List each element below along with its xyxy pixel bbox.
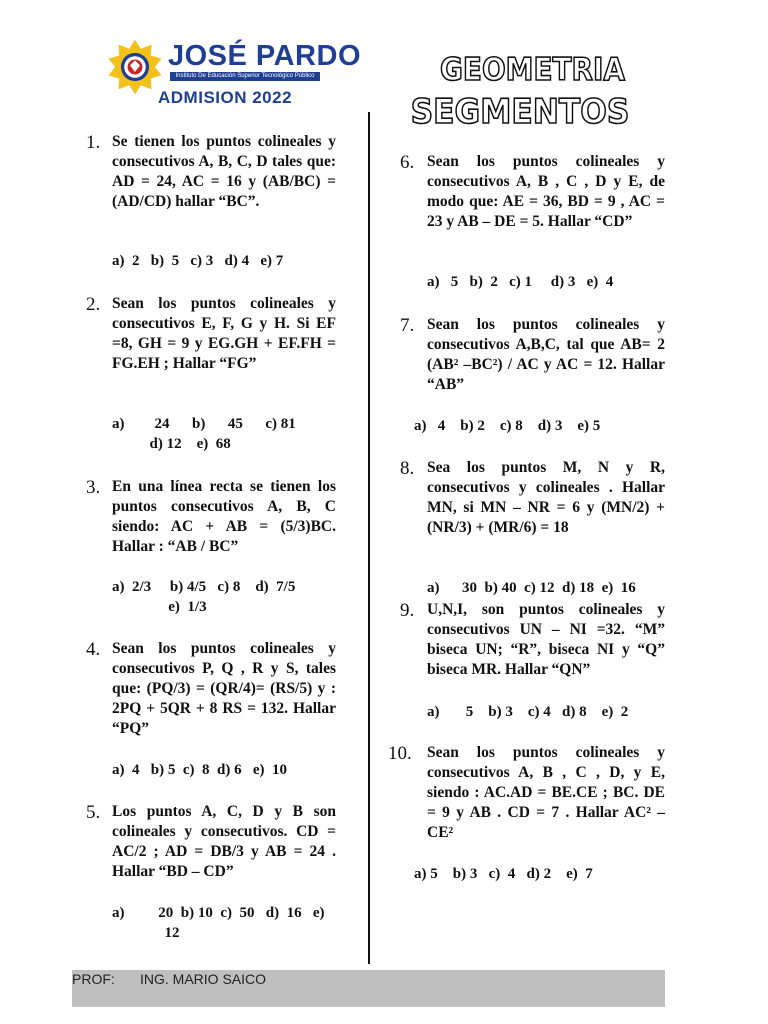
admision-label: ADMISION 2022	[158, 88, 293, 107]
question-text: Sean los puntos colineales y consecutivos A, B , C , D y E, de modo que: AE = 36, BD = 9 , AC = 23 y AB – DE = 5. Hallar “CD”	[427, 153, 665, 230]
question-options: a) 4 b) 5 c) 8 d) 6 e) 10	[112, 762, 287, 778]
question-options: a) 20 b) 10 c) 50 d) 16 e) 12	[112, 905, 325, 941]
question-number: 2.	[86, 294, 101, 315]
gear-sun-emblem-icon	[106, 38, 164, 96]
column-divider	[368, 112, 370, 964]
question-options: a) 24 b) 45 c) 81 d) 12 e) 68	[112, 416, 296, 452]
logo-title: JOSÉ PARDO	[168, 40, 362, 72]
question-text: Se tienen los puntos colineales y consecutivos A, B, C, D tales que: AD = 24, AC = 16 y (AB/BC) = (AD/CD) hallar “BC”.	[112, 133, 336, 210]
question-number: 7.	[400, 315, 415, 336]
question-number: 6.	[400, 152, 415, 173]
question-options: a) 5 b) 2 c) 1 d) 3 e) 4	[427, 274, 614, 290]
question-text: En una línea recta se tienen los puntos consecutivos A, B, C siendo: AC + AB = (5/3)BC. Hallar : “AB / BC”	[112, 478, 336, 555]
question-number: 3.	[86, 477, 101, 498]
question-text: Sean los puntos colineales y consecutivos A, B , C , D, y E, siendo : AC.AD = BE.CE ; BC. DE = 9 y AB . CD = 7 . Hallar AC² – CE²	[427, 744, 665, 841]
question-text: U,N,I, son puntos colineales y consecutivos UN – NI =32. “M” biseca UN; “R”, biseca NI y “Q” biseca MR. Hallar “QN”	[427, 601, 665, 678]
heading-segmentos: SEGMENTOS	[410, 92, 630, 132]
question-options: a) 5 b) 3 c) 4 d) 2 e) 7	[414, 866, 593, 882]
question-text: Sean los puntos colineales y consecutivos A,B,C, tal que AB= 2 (AB² –BC²) / AC y AC = 12. Hallar “AB”	[427, 316, 665, 393]
question-text: Sean los puntos colineales y consecutivos E, F, G y H. Si EF =8, GH = 9 y EG.GH + EF.FH = FG.EH ; Hallar “FG”	[112, 295, 336, 372]
question-options: a) 30 b) 40 c) 12 d) 18 e) 16	[427, 580, 636, 596]
logo-subtitle: Instituto De Educación Superior Tecnológico Público	[170, 72, 320, 81]
footer-teacher-name: ING. MARIO SAICO	[140, 971, 267, 987]
question-text: Los puntos A, C, D y B son colineales y consecutivos. CD = AC/2 ; AD = DB/3 y AB = 24 . Hallar “BD – CD”	[112, 803, 336, 880]
question-number: 4.	[86, 639, 101, 660]
question-options: a) 5 b) 3 c) 4 d) 8 e) 2	[427, 704, 629, 720]
question-number: 10.	[388, 743, 412, 764]
question-text: Sea los puntos M, N y R, consecutivos y colineales . Hallar MN, si MN – NR = 6 y (MN/2) + (NR/3) + (MR/6) = 18	[427, 459, 665, 536]
question-number: 5.	[86, 802, 101, 823]
heading-geometria: GEOMETRIA	[440, 52, 625, 88]
question-options: a) 2 b) 5 c) 3 d) 4 e) 7	[112, 253, 284, 269]
question-text: Sean los puntos colineales y consecutivos P, Q , R y S, tales que: (PQ/3) = (QR/4)= (RS/5) y : 2PQ + 5QR + 8 RS = 132. Hallar “PQ”	[112, 640, 336, 737]
question-options: a) 4 b) 2 c) 8 d) 3 e) 5	[414, 418, 601, 434]
question-options: a) 2/3 b) 4/5 c) 8 d) 7/5 e) 1/3	[112, 579, 296, 615]
footer-prof-label: PROF:	[72, 971, 115, 987]
question-number: 9.	[400, 600, 415, 621]
question-number: 1.	[86, 132, 101, 153]
question-number: 8.	[400, 458, 415, 479]
